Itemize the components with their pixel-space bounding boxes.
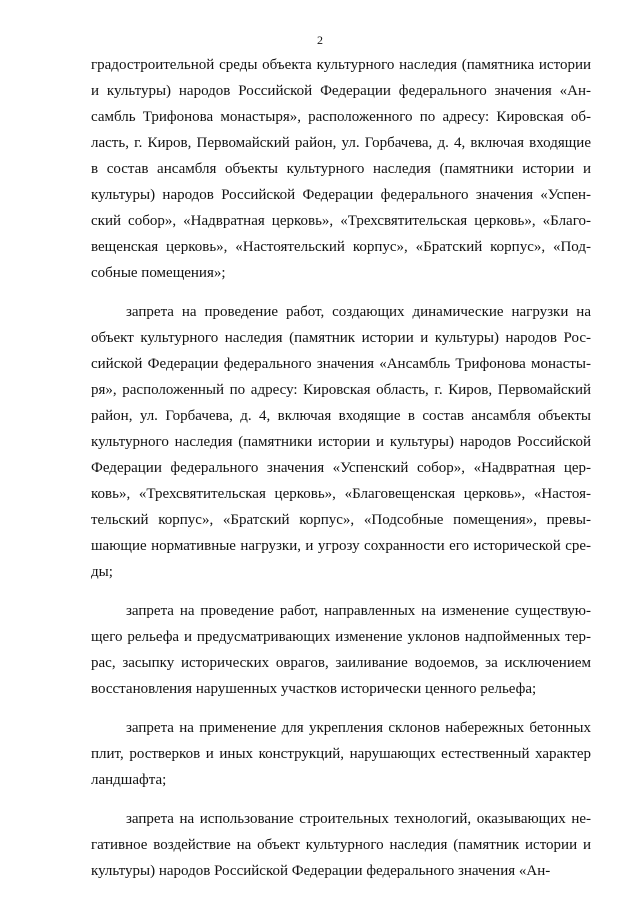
paragraph [91, 715, 591, 793]
paragraph [91, 52, 591, 286]
text-line: восстановления нарушенных участков исторически ценного рельефа; [91, 681, 537, 697]
text-line: объект культурного наследия (памятник истории и культуры) народов Рос- [91, 330, 591, 346]
text-line: сийской Федерации федерального значения «Ансамбль Трифонова монасты- [91, 356, 591, 372]
text-line: ря», расположенный по адресу: Кировская область, г. Киров, Первомайский [91, 382, 591, 398]
text-line: ский собор», «Надвратная церковь», «Трехсвятительская церковь», «Благо- [91, 213, 591, 229]
text-line: самбль Трифонова монастыря», расположенного по адресу: Кировская об- [91, 109, 591, 125]
text-line: ковь», «Трехсвятительская церковь», «Благовещенская церковь», «Настоя- [91, 486, 591, 502]
paragraph [91, 806, 591, 884]
text-line: ды; [91, 564, 113, 580]
text-line: Федерации федерального значения «Успенский собор», «Надвратная цер- [91, 460, 591, 476]
text-line: культуры) народов Российской Федерации федерального значения «Ан- [91, 863, 551, 879]
text-line: и культуры) народов Российской Федерации федерального значения «Ан- [91, 83, 591, 99]
paragraph-spacing [91, 585, 591, 598]
paragraph [91, 299, 591, 585]
text-line: градостроительной среды объекта культурного наследия (памятника истории [91, 57, 591, 73]
text-line: район, ул. Горбачева, д. 4, включая входящие в состав ансамбля объекты [91, 408, 591, 424]
text-line: собные помещения»; [91, 265, 226, 281]
text-line: запрета на проведение работ, направленных на изменение существую- [126, 603, 591, 619]
paragraph [91, 598, 591, 702]
text-line: тельский корпус», «Братский корпус», «Подсобные помещения», превы- [91, 512, 591, 528]
text-line: гативное воздействие на объект культурного наследия (памятник истории и [91, 837, 591, 853]
text-line: плит, ростверков и иных конструкций, нарушающих естественный характер [91, 746, 591, 762]
text-line: ландшафта; [91, 772, 167, 788]
paragraph-spacing [91, 702, 591, 715]
paragraph-spacing [91, 793, 591, 806]
text-line: культуры) народов Российской Федерации федерального значения «Успен- [91, 187, 591, 203]
paragraph-spacing [91, 286, 591, 299]
text-line: запрета на использование строительных технологий, оказывающих не- [126, 811, 591, 827]
text-line: вещенская церковь», «Настоятельский корпус», «Братский корпус», «Под- [91, 239, 591, 255]
text-line: в состав ансамбля объекты культурного наследия (памятники истории и [91, 161, 591, 177]
text-line: запрета на применение для укрепления склонов набережных бетонных [126, 720, 591, 736]
text-line: культурного наследия (памятники истории и культуры) народов Российской [91, 434, 591, 450]
text-line: ласть, г. Киров, Первомайский район, ул. Горбачева, д. 4, включая входящие [91, 135, 591, 151]
text-line: запрета на проведение работ, создающих динамические нагрузки на [126, 304, 591, 320]
text-line: шающие нормативные нагрузки, и угрозу сохранности его исторической сре- [91, 538, 591, 554]
document-body [91, 52, 591, 884]
text-line: рас, засыпку исторических оврагов, заиливание водоемов, за исключением [91, 655, 591, 671]
page-number: 2 [317, 33, 323, 47]
text-line: щего рельефа и предусматривающих изменение уклонов надпойменных тер- [91, 629, 591, 645]
